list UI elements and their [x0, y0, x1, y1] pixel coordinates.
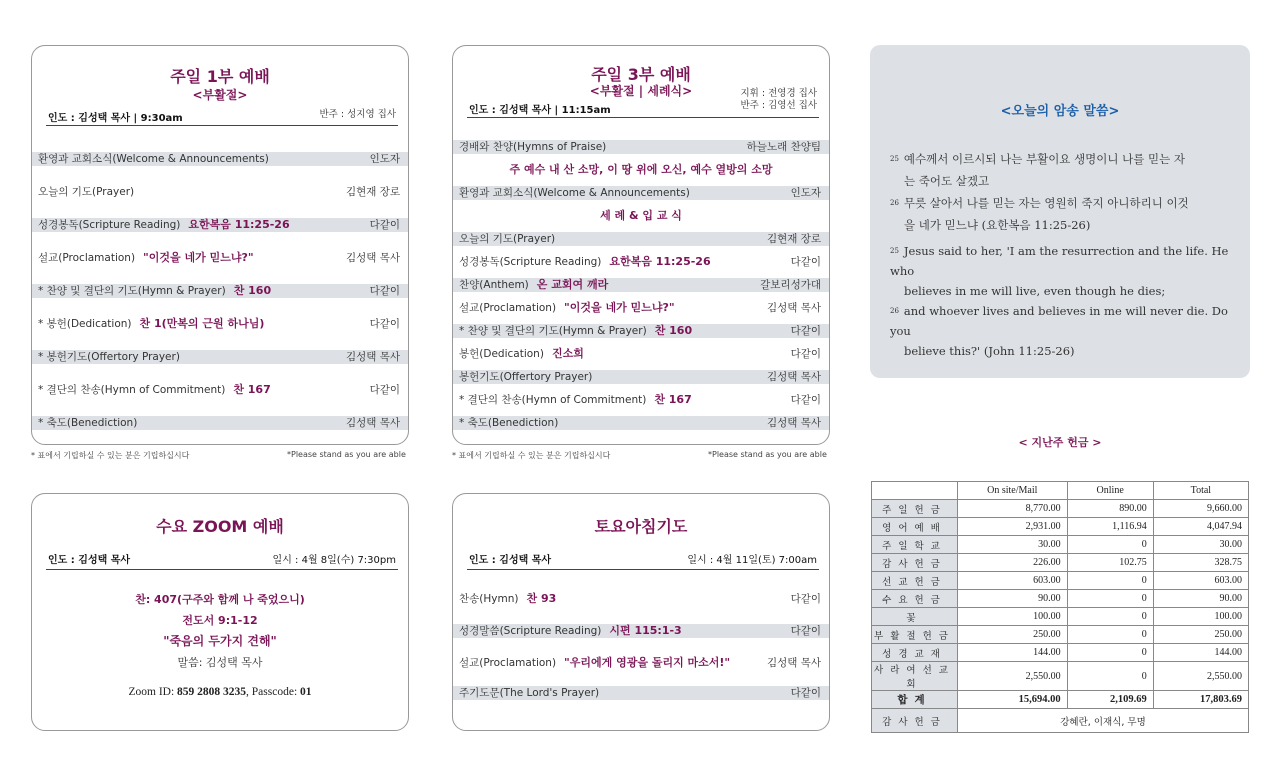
- wednesday-title: 수요 ZOOM 예배: [156, 517, 284, 536]
- saturday-card: [452, 493, 830, 731]
- order-leader: 다같이: [369, 285, 400, 297]
- order-label: * 결단의 찬송(Hymn of Commitment): [459, 394, 647, 406]
- saturday-title: 토요아침기도: [594, 517, 688, 536]
- order-item: [459, 324, 692, 338]
- offering-amount: 8,770.00: [958, 500, 1068, 518]
- offering-amount: 328.75: [1153, 554, 1248, 572]
- service1-leader: 인도 : 김성택 목사 | 9:30am: [48, 113, 183, 124]
- order-leader: 다같이: [790, 593, 821, 605]
- order-item: [459, 656, 730, 670]
- order-row: [453, 686, 829, 700]
- order-leader: 다같이: [790, 348, 821, 360]
- order-item: [38, 383, 271, 397]
- order-scripture: "우리에게 영광을 돌리지 마소서!": [564, 656, 731, 669]
- offering-amount: 100.00: [1153, 608, 1248, 626]
- wednesday-card: [31, 493, 409, 731]
- offering-amount: 0: [1067, 536, 1153, 554]
- order-leader: 다같이: [790, 394, 821, 406]
- verse-text: 을 네가 믿느냐 (요한복음 11:25-26): [904, 218, 1091, 232]
- order-leader: 하늘노래 찬양팀: [746, 141, 821, 153]
- passcode-label: , Passcode:: [246, 686, 301, 698]
- order-row: [453, 255, 829, 269]
- order-label: 환영과 교회소식(Welcome & Announcements): [459, 187, 690, 199]
- offering-category: 감사헌금: [872, 554, 958, 572]
- order-item: [459, 370, 592, 384]
- order-leader: 김성택 목사: [766, 371, 821, 383]
- order-row: [453, 624, 829, 638]
- wednesday-preacher: 말씀: 김성택 목사: [177, 656, 263, 669]
- order-scripture: 찬 93: [526, 592, 557, 605]
- order-item: [459, 255, 711, 269]
- offering-amount: 250.00: [1153, 626, 1248, 644]
- offering-header: [872, 482, 958, 500]
- saturday-time: 일시 : 4월 11일(토) 7:00am: [687, 555, 817, 566]
- offering-amount: 15,694.00: [958, 691, 1068, 709]
- order-item: [459, 232, 555, 246]
- verse-line: [890, 214, 1189, 236]
- verse-number: 25: [890, 155, 899, 163]
- verse-text: Jesus said to her, 'I am the resurrection and the life. He who: [890, 244, 1229, 278]
- offering-row: [872, 608, 1249, 626]
- stand-note-en: *Please stand as you are able: [708, 450, 827, 459]
- order-row: [453, 656, 829, 670]
- order-item: [459, 592, 556, 606]
- order-scripture: 온 교회여 깨라: [536, 278, 609, 291]
- offering-row: [872, 662, 1249, 691]
- zoom-info: [32, 686, 408, 698]
- wednesday-time: 일시 : 4월 8일(수) 7:30pm: [272, 555, 396, 566]
- order-scripture: 찬 160: [654, 324, 693, 337]
- order-label: 성경봉독(Scripture Reading): [459, 256, 602, 268]
- order-item: [38, 284, 271, 298]
- order-scripture: 진소희: [551, 347, 584, 360]
- order-leader: 김성택 목사: [345, 351, 400, 363]
- offering-amount: 0: [1067, 590, 1153, 608]
- offering-category: 성경교재: [872, 644, 958, 662]
- order-leader: 다같이: [790, 687, 821, 699]
- order-row: [453, 416, 829, 430]
- order-leader: 김성택 목사: [345, 252, 400, 264]
- verse-text: and whoever lives and believes in me will never die. Do you: [890, 304, 1228, 338]
- order-row: [32, 317, 408, 331]
- passcode: 01: [300, 686, 312, 698]
- order-label: * 찬양 및 결단의 기도(Hymn & Prayer): [459, 325, 647, 337]
- service3-card: [452, 45, 830, 445]
- order-item: [459, 301, 675, 315]
- order-label: 설교(Proclamation): [38, 252, 136, 264]
- service3-title: 주일 3부 예배: [591, 65, 691, 84]
- offering-category: 수요헌금: [872, 590, 958, 608]
- order-scripture: 시편 115:1-3: [609, 624, 682, 637]
- offering-amount: 2,550.00: [958, 662, 1068, 691]
- stand-note-en: *Please stand as you are able: [287, 450, 406, 459]
- order-row: [453, 370, 829, 384]
- order-row: [32, 152, 408, 166]
- order-item: [38, 251, 254, 265]
- order-label: 설교(Proclamation): [459, 657, 557, 669]
- offering-category: 선교헌금: [872, 572, 958, 590]
- saturday-leader: 인도 : 김성택 목사: [469, 555, 552, 566]
- order-row: [453, 324, 829, 338]
- offering-amount: 30.00: [958, 536, 1068, 554]
- verse-line: [890, 170, 1189, 192]
- order-row: [32, 383, 408, 397]
- order-item: [38, 185, 134, 199]
- offering-amount: 17,803.69: [1153, 691, 1248, 709]
- memory-verse-title: <오늘의 암송 말씀>: [1000, 104, 1120, 119]
- offering-row: [872, 644, 1249, 662]
- order-leader: 김성택 목사: [766, 657, 821, 669]
- offering-category: 영어예배: [872, 518, 958, 536]
- zoom-label: Zoom ID:: [128, 686, 178, 698]
- offering-category: 합계: [872, 691, 958, 709]
- verse-line: [890, 192, 1189, 214]
- order-row: [453, 232, 829, 246]
- accompanist-line: 반주 : 김영선 집사: [740, 100, 817, 111]
- order-row: [453, 140, 829, 154]
- offering-amount: 890.00: [1067, 500, 1153, 518]
- zoom-id[interactable]: 859 2808 3235: [177, 686, 247, 698]
- offering-amount: 90.00: [1153, 590, 1248, 608]
- service1-title: 주일 1부 예배: [170, 67, 270, 86]
- offering-category: 꽃: [872, 608, 958, 626]
- order-label: * 축도(Benediction): [459, 417, 559, 429]
- offering-amount: 9,660.00: [1153, 500, 1248, 518]
- order-scripture: 요한복음 11:25-26: [188, 218, 290, 231]
- order-leader: 다같이: [369, 384, 400, 396]
- verse-text: 예수께서 이르시되 나는 부활이요 생명이니 나를 믿는 자: [903, 152, 1186, 166]
- order-item: [459, 278, 608, 292]
- order-row: [453, 163, 829, 177]
- order-item: [38, 416, 137, 430]
- verse-line: [890, 148, 1189, 170]
- order-leader: 김현재 장로: [766, 233, 821, 245]
- offering-amount: 30.00: [1153, 536, 1248, 554]
- order-scripture: 찬 1(만복의 근원 하나님): [139, 317, 265, 330]
- order-leader: 인도자: [790, 187, 821, 199]
- offering-amount: 2,931.00: [958, 518, 1068, 536]
- order-leader: 김성택 목사: [345, 417, 400, 429]
- order-item: [38, 152, 269, 166]
- order-label: 성경말씀(Scripture Reading): [459, 625, 602, 637]
- offering-amount: 0: [1067, 608, 1153, 626]
- offering-amount: 90.00: [958, 590, 1068, 608]
- offering-category: 부활절헌금: [872, 626, 958, 644]
- order-label: 주기도문(The Lord's Prayer): [459, 687, 600, 699]
- offering-amount: 2,550.00: [1153, 662, 1248, 691]
- order-row: [453, 209, 829, 223]
- order-highlight: 세 례 & 입 교 식: [600, 209, 682, 222]
- order-row: [32, 284, 408, 298]
- service1-subtitle: <부활절>: [192, 88, 248, 102]
- order-scripture: "이것을 네가 믿느냐?": [143, 251, 254, 264]
- order-item: [38, 218, 290, 232]
- order-row: [453, 393, 829, 407]
- order-item: [459, 186, 690, 200]
- offering-header: Total: [1153, 482, 1248, 500]
- offering-row: [872, 536, 1249, 554]
- offering-row: [872, 572, 1249, 590]
- offering-thanks-row: [872, 709, 1249, 733]
- wednesday-hymn: 찬: 407(구주와 함께 나 죽었으니): [135, 593, 305, 606]
- service1-accompanist: 반주 : 성지영 집사: [319, 109, 396, 120]
- divider: [467, 117, 819, 118]
- order-item: [459, 416, 558, 430]
- divider: [46, 569, 398, 570]
- verse-text: believes in me will live, even though he dies;: [904, 284, 1166, 298]
- offering-amount: 603.00: [1153, 572, 1248, 590]
- offering-amount: 0: [1067, 572, 1153, 590]
- order-label: 찬양(Anthem): [459, 279, 529, 291]
- service3-subtitle: <부활절 | 세례식>: [589, 84, 693, 98]
- offering-amount: 0: [1067, 662, 1153, 691]
- order-item: [459, 347, 584, 361]
- order-label: 환영과 교회소식(Welcome & Announcements): [38, 153, 269, 165]
- order-label: * 찬양 및 결단의 기도(Hymn & Prayer): [38, 285, 226, 297]
- order-label: 오늘의 기도(Prayer): [459, 233, 556, 245]
- order-label: 찬송(Hymn): [459, 593, 519, 605]
- service3-leader: 인도 : 김성택 목사 | 11:15am: [469, 105, 611, 116]
- verse-number: 26: [890, 307, 899, 315]
- service1-card: [31, 45, 409, 445]
- stand-note: * 표에서 기립하실 수 있는 분은 기립하십시다: [452, 451, 611, 460]
- offering-table: [871, 481, 1249, 733]
- offering-amount: 250.00: [958, 626, 1068, 644]
- order-label: 봉헌기도(Offertory Prayer): [459, 371, 593, 383]
- offering-row: [872, 518, 1249, 536]
- offering-amount: 100.00: [958, 608, 1068, 626]
- order-leader: 다같이: [790, 325, 821, 337]
- offering-amount: 0: [1067, 644, 1153, 662]
- order-item: [459, 686, 599, 700]
- order-item: [459, 393, 692, 407]
- order-leader: 김성택 목사: [766, 417, 821, 429]
- offering-amount: 144.00: [1153, 644, 1248, 662]
- verse-text: 무릇 살아서 나를 믿는 자는 영원히 죽지 아니하리니 이것: [903, 196, 1189, 210]
- offering-amount: 102.75: [1067, 554, 1153, 572]
- order-leader: 다같이: [369, 318, 400, 330]
- offering-amount: 603.00: [958, 572, 1068, 590]
- order-label: 설교(Proclamation): [459, 302, 557, 314]
- offering-title: < 지난주 헌금 >: [1018, 436, 1102, 449]
- order-scripture: 요한복음 11:25-26: [609, 255, 711, 268]
- order-item: [38, 350, 180, 364]
- wednesday-leader: 인도 : 김성택 목사: [48, 555, 131, 566]
- order-scripture: 찬 167: [233, 383, 271, 396]
- order-label: 경배와 찬양(Hymns of Praise): [459, 141, 607, 153]
- order-row: [32, 416, 408, 430]
- order-row: [453, 186, 829, 200]
- order-scripture: "이것을 네가 믿느냐?": [564, 301, 675, 314]
- order-item: [459, 140, 606, 154]
- offering-amount: 1,116.94: [1067, 518, 1153, 536]
- offering-category: 주일학교: [872, 536, 958, 554]
- order-scripture: 찬 160: [233, 284, 272, 297]
- order-row: [453, 278, 829, 292]
- order-highlight: 주 예수 내 산 소망, 이 땅 위에 오신, 예수 열방의 소망: [509, 163, 773, 176]
- verse-line: [890, 341, 1250, 361]
- offering-category: 주일헌금: [872, 500, 958, 518]
- verse-number: 25: [890, 247, 899, 255]
- order-label: * 축도(Benediction): [38, 417, 138, 429]
- offering-header: On site/Mail: [958, 482, 1068, 500]
- verse-line: [890, 301, 1250, 341]
- order-leader: 김현재 장로: [345, 186, 400, 198]
- offering-row: [872, 590, 1249, 608]
- offering-row: [872, 626, 1249, 644]
- order-row: [32, 251, 408, 265]
- divider: [467, 569, 819, 570]
- conductor-line: 지휘 : 전영경 집사: [740, 88, 817, 99]
- offering-amount: 144.00: [958, 644, 1068, 662]
- verse-text: 는 죽어도 살겠고: [904, 174, 990, 188]
- offering-amount: 2,109.69: [1067, 691, 1153, 709]
- order-label: * 결단의 찬송(Hymn of Commitment): [38, 384, 226, 396]
- order-item: [38, 317, 264, 331]
- order-leader: 다같이: [790, 256, 821, 268]
- order-leader: 인도자: [369, 153, 400, 165]
- order-leader: 김성택 목사: [766, 302, 821, 314]
- verse-line: [890, 241, 1250, 281]
- memory-verse-box: [870, 45, 1250, 378]
- verse-korean: [890, 148, 1189, 236]
- order-leader: 다같이: [369, 219, 400, 231]
- order-leader: 갈보리성가대: [760, 279, 821, 291]
- wednesday-sermon: "죽음의 두가지 견해": [163, 634, 277, 648]
- offering-row: [872, 500, 1249, 518]
- offering-row: [872, 554, 1249, 572]
- offering-thanks-names: 강혜란, 이재식, 무명: [958, 709, 1249, 733]
- order-label: * 봉헌(Dedication): [38, 318, 132, 330]
- verse-number: 26: [890, 199, 899, 207]
- order-row: [453, 592, 829, 606]
- order-row: [32, 218, 408, 232]
- order-label: 봉헌(Dedication): [459, 348, 544, 360]
- wednesday-scripture: 전도서 9:1-12: [182, 614, 258, 627]
- order-row: [453, 347, 829, 361]
- offering-category: 사라여선교회: [872, 662, 958, 691]
- divider: [46, 125, 398, 126]
- offering-amount: 226.00: [958, 554, 1068, 572]
- offering-category: 감사헌금: [872, 709, 958, 733]
- order-leader: 다같이: [790, 625, 821, 637]
- offering-header: Online: [1067, 482, 1153, 500]
- order-scripture: 찬 167: [654, 393, 692, 406]
- order-label: 오늘의 기도(Prayer): [38, 186, 135, 198]
- stand-note: * 표에서 기립하실 수 있는 분은 기립하십시다: [31, 451, 190, 460]
- verse-line: [890, 281, 1250, 301]
- offering-total-row: [872, 691, 1249, 709]
- service3-conductor: [741, 88, 818, 112]
- verse-english: [890, 241, 1250, 361]
- order-label: 성경봉독(Scripture Reading): [38, 219, 181, 231]
- order-row: [453, 301, 829, 315]
- verse-text: believe this?' (John 11:25-26): [904, 344, 1075, 358]
- offering-amount: 4,047.94: [1153, 518, 1248, 536]
- order-row: [32, 350, 408, 364]
- order-item: [459, 624, 682, 638]
- order-label: * 봉헌기도(Offertory Prayer): [38, 351, 180, 363]
- offering-amount: 0: [1067, 626, 1153, 644]
- order-row: [32, 185, 408, 199]
